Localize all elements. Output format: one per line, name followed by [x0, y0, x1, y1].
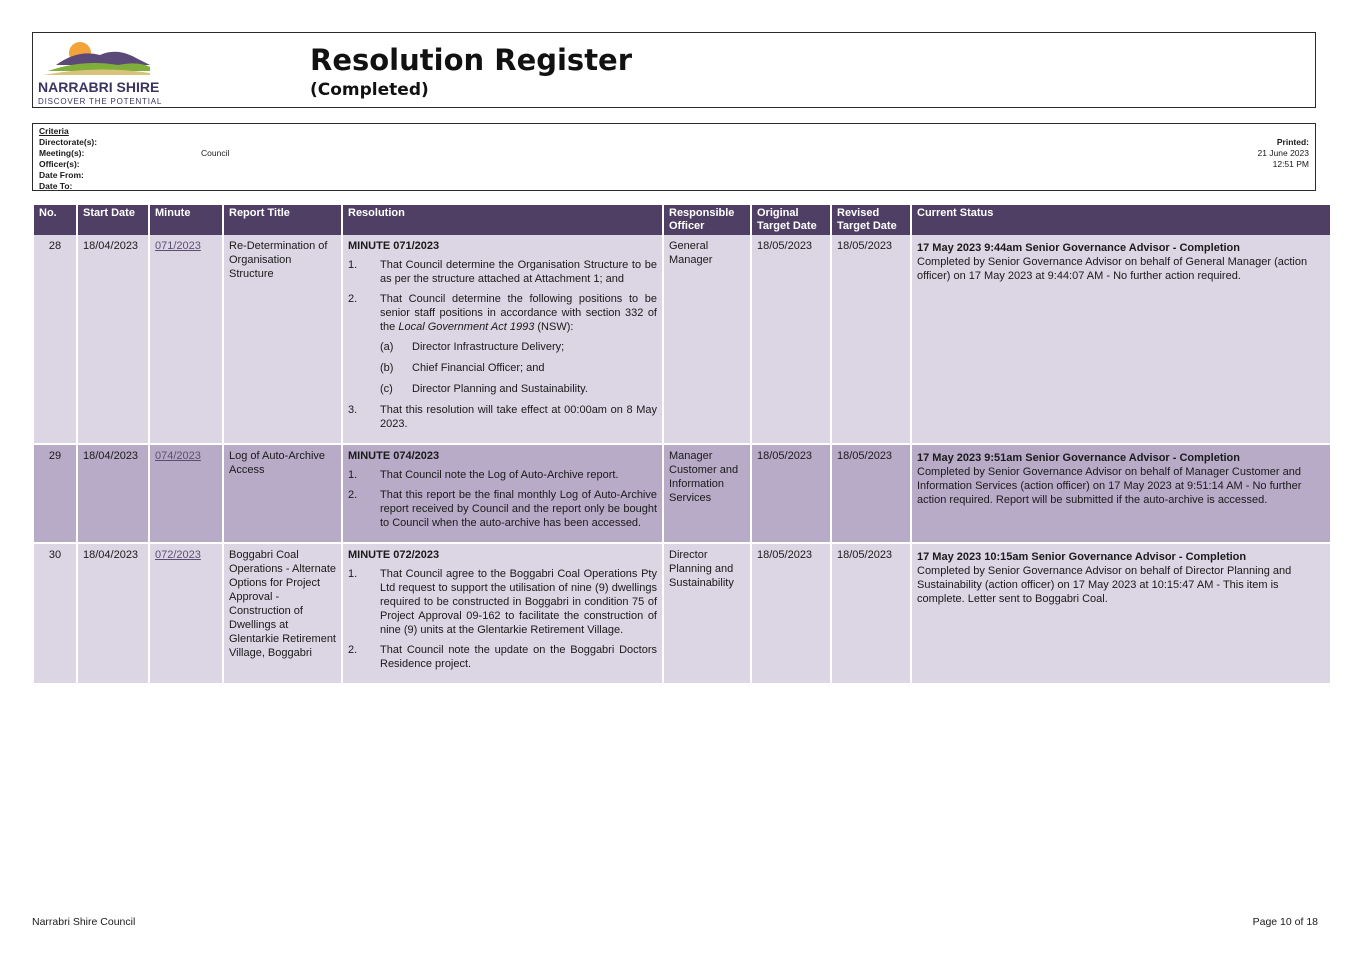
col-header-officer: Responsible Officer: [664, 205, 750, 235]
footer-council-name: Narrabri Shire Council: [32, 916, 136, 928]
row-report-title: Boggabri Coal Operations - Alternate Options for Project Approval - Construction of Dwellings at Glentarkie Retirement Village, Boggabri: [224, 544, 341, 685]
row-status: [912, 544, 1330, 685]
table-row: [34, 544, 1330, 685]
report-header: [32, 32, 1316, 108]
col-header-revised-date: Revised Target Date: [832, 205, 910, 235]
resolution-item: 3. That this resolution will take effect at 00:00am on 8 May 2023.: [348, 404, 657, 430]
row-report-title: Log of Auto-Archive Access: [224, 445, 341, 544]
row-original-date: 18/05/2023: [752, 544, 830, 685]
logo-tagline: DISCOVER THE POTENTIAL: [38, 97, 163, 106]
table-header-row: [34, 205, 1330, 235]
row-revised-date: 18/05/2023: [832, 235, 910, 445]
status-body: Completed by Senior Governance Advisor on behalf of Director Planning and Sustainability (action officer) on 17 May 2023 at 10:15:47 AM - This item is complete. Letter sent to Boggabri Coal.: [917, 565, 1292, 605]
logo-name: NARRABRI SHIRE: [38, 79, 160, 95]
status-body: Completed by Senior Governance Advisor on behalf of Manager Customer and Information Services (action officer) on 17 May 2023 at 9:51:14 AM - No further action required. Report will be submitted if the auto-archive is accessed.: [917, 466, 1302, 506]
minute-link[interactable]: 074/2023: [155, 450, 201, 462]
row-number: 28: [34, 235, 76, 445]
row-original-date: 18/05/2023: [752, 445, 830, 544]
criteria-date-to-label: Date To:: [39, 181, 73, 191]
resolution-item: 1. That Council determine the Organisation Structure to be as per the structure attached at Attachment 1; and: [348, 259, 657, 285]
col-header-start-date: Start Date: [78, 205, 148, 235]
row-number: 29: [34, 445, 76, 544]
col-header-minute: Minute: [150, 205, 222, 235]
col-header-status: Current Status: [912, 205, 1330, 235]
row-start-date: 18/04/2023: [78, 544, 148, 685]
resolution-item: 2. That Council note the update on the Boggabri Doctors Residence project.: [348, 644, 657, 670]
row-officer: Director Planning and Sustainability: [664, 544, 750, 685]
row-status: [912, 445, 1330, 544]
col-header-no: No.: [34, 205, 76, 235]
resolution-item: 2. That Council determine the following positions to be senior staff positions in accordance with section 332 of the Local Government Act 1993 (NSW):: [348, 293, 657, 333]
row-original-date: 18/05/2023: [752, 235, 830, 445]
criteria-meeting-label: Meeting(s):: [39, 148, 85, 158]
col-header-resolution: Resolution: [343, 205, 662, 235]
criteria-heading: Criteria: [39, 126, 69, 136]
minute-link[interactable]: 071/2023: [155, 240, 201, 252]
table-row: [34, 445, 1330, 544]
resolution-item: 1. That Council note the Log of Auto-Archive report.: [348, 469, 619, 481]
page-subtitle: (Completed): [310, 80, 429, 100]
page-title: Resolution Register: [310, 43, 633, 77]
row-revised-date: 18/05/2023: [832, 544, 910, 685]
criteria-directorate-label: Directorate(s):: [39, 137, 98, 147]
resolution-sub-item: (b) Chief Financial Officer; and: [380, 362, 545, 374]
status-heading: 17 May 2023 9:51am Senior Governance Advisor - Completion: [917, 452, 1240, 464]
row-resolution: [343, 235, 662, 445]
row-number: 30: [34, 544, 76, 685]
resolution-heading: MINUTE 071/2023: [348, 240, 440, 252]
status-body: Completed by Senior Governance Advisor on behalf of General Manager (action officer) on 17 May 2023 at 9:44:07 AM - No further action required.: [917, 256, 1308, 282]
resolution-item: 2. That this report be the final monthly Log of Auto-Archive report received by Council and the report only be bought to Council when the auto-archive has been accessed.: [348, 489, 657, 529]
row-resolution: [343, 445, 662, 544]
row-start-date: 18/04/2023: [78, 235, 148, 445]
row-officer: Manager Customer and Information Services: [664, 445, 750, 544]
criteria-panel: [32, 123, 1316, 191]
resolution-sub-item: (a) Director Infrastructure Delivery;: [380, 341, 565, 353]
col-header-report-title: Report Title: [224, 205, 341, 235]
row-resolution: [343, 544, 662, 685]
resolution-sub-item: (c) Director Planning and Sustainability.: [380, 383, 588, 395]
resolution-heading: MINUTE 072/2023: [348, 549, 440, 561]
row-start-date: 18/04/2023: [78, 445, 148, 544]
row-report-title: Re-Determination of Organisation Structure: [224, 235, 341, 445]
printed-time: 12:51 PM: [1272, 159, 1309, 169]
printed-date: 21 June 2023: [1257, 148, 1309, 158]
status-heading: 17 May 2023 9:44am Senior Governance Advisor - Completion: [917, 242, 1240, 254]
printed-label: Printed:: [1276, 137, 1309, 147]
criteria-meeting-value: Council: [201, 148, 230, 158]
resolution-heading: MINUTE 074/2023: [348, 450, 440, 462]
resolution-item: 1. That Council agree to the Boggabri Coal Operations Pty Ltd request to support the utilisation of nine (9) dwellings required to be constructed in Boggabri in condition 75 of Project Approval 09-162 to facilitate the construction of nine (9) units at the Glentarkie Retirement Village.: [348, 568, 657, 636]
resolution-table: [32, 205, 1332, 685]
table-row: [34, 235, 1330, 445]
footer-page-number: Page 10 of 18: [1252, 916, 1318, 928]
minute-link[interactable]: 072/2023: [155, 549, 201, 561]
col-header-original-date: Original Target Date: [752, 205, 830, 235]
status-heading: 17 May 2023 10:15am Senior Governance Advisor - Completion: [917, 551, 1247, 563]
row-status: [912, 235, 1330, 445]
row-officer: General Manager: [664, 235, 750, 445]
criteria-date-from-label: Date From:: [39, 170, 84, 180]
row-revised-date: 18/05/2023: [832, 445, 910, 544]
criteria-officer-label: Officer(s):: [39, 159, 80, 169]
